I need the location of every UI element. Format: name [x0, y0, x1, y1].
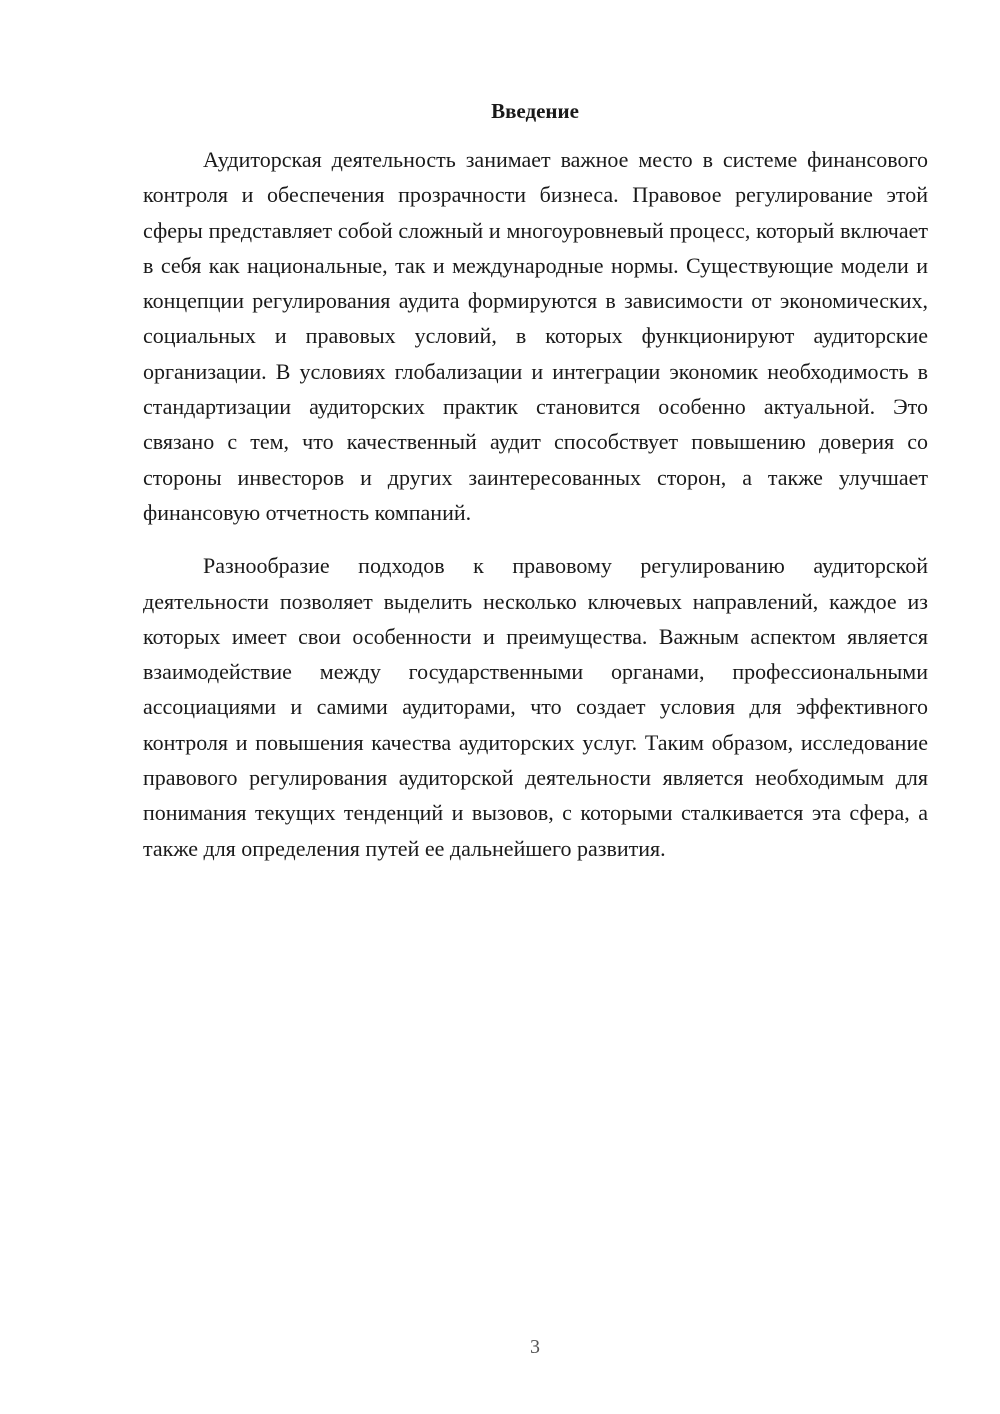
- paragraph-1: Аудиторская деятельность занимает важное место в системе финансового контроля и обеспечения прозрачности бизнеса. Правовое регулирование этой сферы представляет собой сложный и многоуровневый процесс, который включает в себя как национальные, так и международные нормы. Существующие модели и концепции регулирования аудита формируются в зависимости от экономических, социальных и правовых условий, в которых функционируют аудиторские организации. В условиях глобализации и интеграции экономик необходимость в стандартизации аудиторских практик становится особенно актуальной. Это связано с тем, что качественный аудит способствует повышению доверия со стороны инвесторов и других заинтересованных сторон, а также улучшает финансовую отчетность компаний.: [143, 147, 928, 525]
- body-text: [143, 142, 928, 866]
- section-title: Введение: [491, 99, 579, 123]
- page-number: 3: [530, 1336, 540, 1358]
- paragraph-2: Разнообразие подходов к правовому регулированию аудиторской деятельности позволяет выделить несколько ключевых направлений, каждое из которых имеет свои особенности и преимущества. Важным аспектом является взаимодействие между государственными органами, профессиональными ассоциациями и самими аудиторами, что создает условия для эффективного контроля и повышения качества аудиторских услуг. Таким образом, исследование правового регулирования аудиторской деятельности является необходимым для понимания текущих тенденций и вызовов, с которыми сталкивается эта сфера, а также для определения путей ее дальнейшего развития.: [143, 553, 928, 861]
